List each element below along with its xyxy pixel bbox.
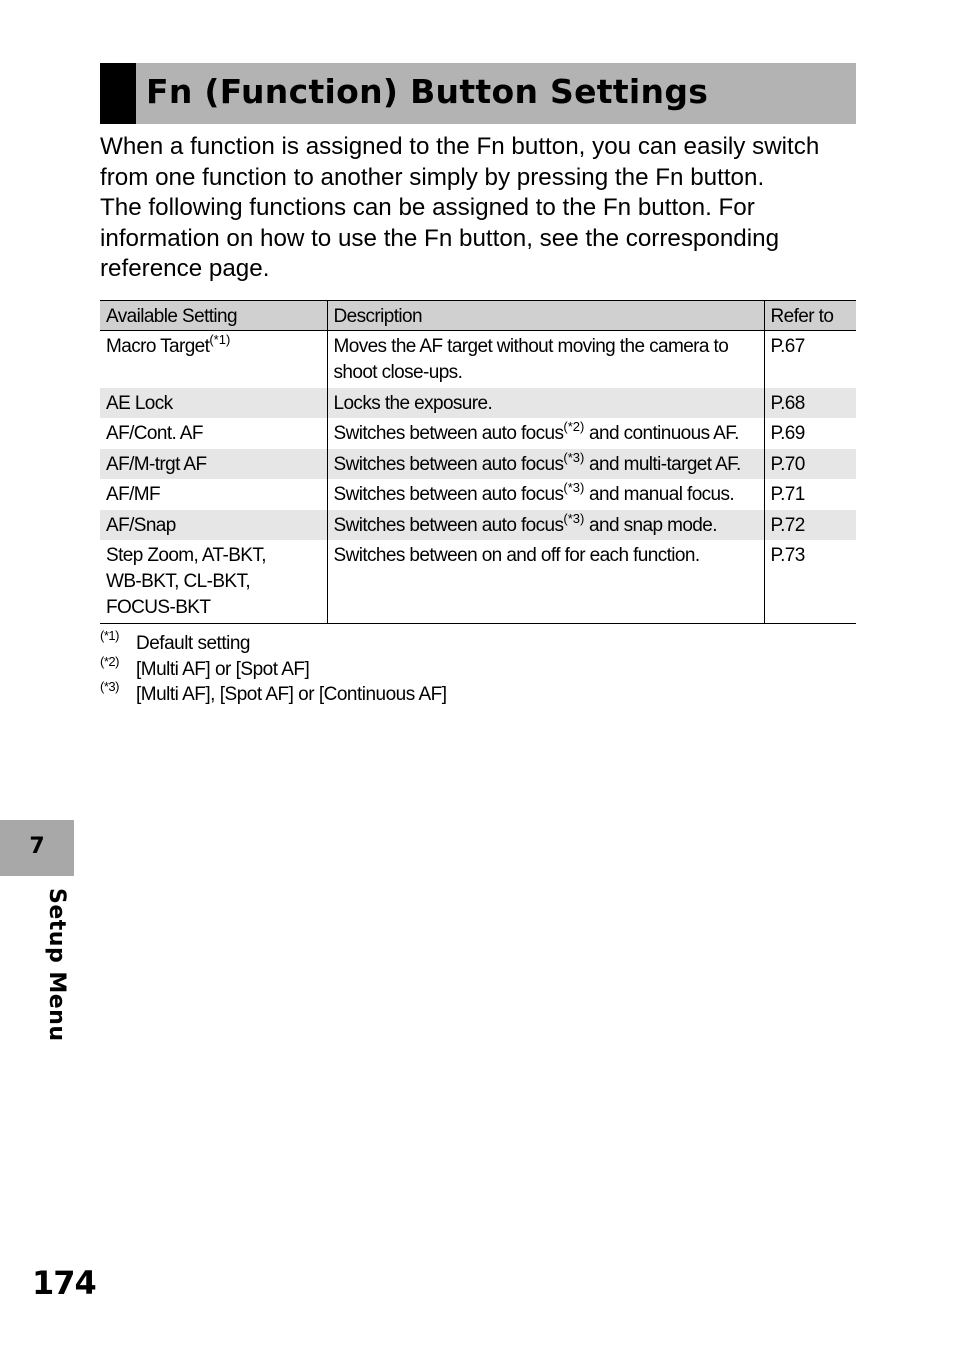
reference-page: P.68	[764, 388, 856, 418]
footnote-mark: (*2)	[100, 653, 119, 669]
setting-cell	[100, 479, 327, 510]
description-cell	[327, 479, 764, 510]
footnote-text: Default setting	[136, 633, 250, 654]
header-available-setting: Available Setting	[100, 301, 327, 331]
table-row	[100, 449, 856, 479]
header-description: Description	[327, 301, 764, 331]
title-marker-block	[100, 63, 136, 124]
chapter-tab	[0, 820, 74, 876]
setting-cell	[100, 449, 327, 479]
intro-paragraph-2: The following functions can be assigned to the Fn button. For information on how to use the Fn button, see the corresponding reference page.	[100, 194, 780, 283]
description-text-tail: and multi-target AF.	[584, 453, 741, 475]
header-refer-to: Refer to	[764, 301, 856, 331]
footnote-text: [Multi AF] or [Spot AF]	[136, 658, 310, 680]
setting-name: AF/MF	[106, 483, 160, 505]
setting-name: AF/Cont. AF	[106, 422, 203, 444]
fn-settings-table	[100, 300, 856, 624]
table-row	[100, 479, 856, 510]
table-header-row	[100, 301, 856, 331]
chapter-number: 7	[29, 834, 45, 859]
table-row	[100, 388, 856, 418]
intro-text	[100, 132, 860, 285]
description-text-tail: and continuous AF.	[584, 422, 739, 444]
description-text: Switches between auto focus	[333, 453, 564, 475]
footnote-mark: (*1)	[100, 628, 119, 643]
description-cell	[327, 449, 764, 479]
description-text-tail: and snap mode.	[584, 514, 717, 536]
table-row	[100, 510, 856, 540]
footnote-ref: (*3)	[563, 449, 585, 465]
chapter-label: Setup Menu	[44, 888, 69, 1042]
page-title: Fn (Function) Button Settings	[146, 72, 709, 111]
description-text: Switches between auto focus	[333, 514, 564, 536]
setting-name: AF/Snap	[106, 514, 176, 536]
description-text: Locks the exposure.	[333, 392, 493, 414]
intro-paragraph-1: When a function is assigned to the Fn button, you can easily switch from one function to another simply by pressing the Fn button.	[100, 133, 820, 191]
setting-cell	[100, 510, 327, 540]
reference-page: P.71	[770, 483, 805, 505]
setting-name: Macro Target	[106, 336, 210, 357]
description-cell	[327, 510, 764, 540]
description-text: Moves the AF target without moving the camera to shoot close-ups.	[333, 336, 729, 383]
table-row	[100, 418, 856, 449]
reference-page: P.70	[764, 449, 856, 479]
setting-cell	[100, 388, 327, 418]
footnote-mark: (*3)	[100, 679, 119, 694]
description-cell	[327, 540, 764, 624]
setting-cell	[100, 418, 327, 449]
description-cell	[327, 388, 764, 418]
setting-name: AE Lock	[106, 392, 173, 414]
table-row	[100, 540, 856, 624]
reference-page: P.69	[770, 422, 805, 444]
section-title-bar	[100, 63, 856, 124]
description-text: Switches between auto focus	[333, 422, 564, 444]
setting-cell	[100, 331, 327, 388]
reference-page: P.67	[770, 336, 805, 357]
description-text: Switches between auto focus	[333, 483, 564, 505]
setting-name: AF/M-trgt AF	[106, 453, 207, 475]
setting-name: Step Zoom, AT-BKT, WB-BKT, CL-BKT, FOCUS-BKT	[106, 544, 266, 618]
page-number: 174	[32, 1264, 96, 1302]
footnote-ref: (*2)	[563, 418, 585, 434]
footnote-text: [Multi AF], [Spot AF] or [Continuous AF]	[136, 684, 447, 705]
description-text-tail: and manual focus.	[584, 483, 735, 505]
description-text: Switches between on and off for each function.	[333, 544, 700, 566]
footnote-ref: (*3)	[563, 479, 585, 495]
reference-page: P.73	[764, 540, 856, 624]
setting-cell	[100, 540, 327, 624]
footnote-ref: (*3)	[563, 510, 585, 526]
reference-page: P.72	[764, 510, 856, 540]
table-row	[100, 331, 856, 388]
description-cell	[327, 331, 764, 388]
description-cell	[327, 418, 764, 449]
footnote-ref: (*1)	[209, 332, 231, 347]
